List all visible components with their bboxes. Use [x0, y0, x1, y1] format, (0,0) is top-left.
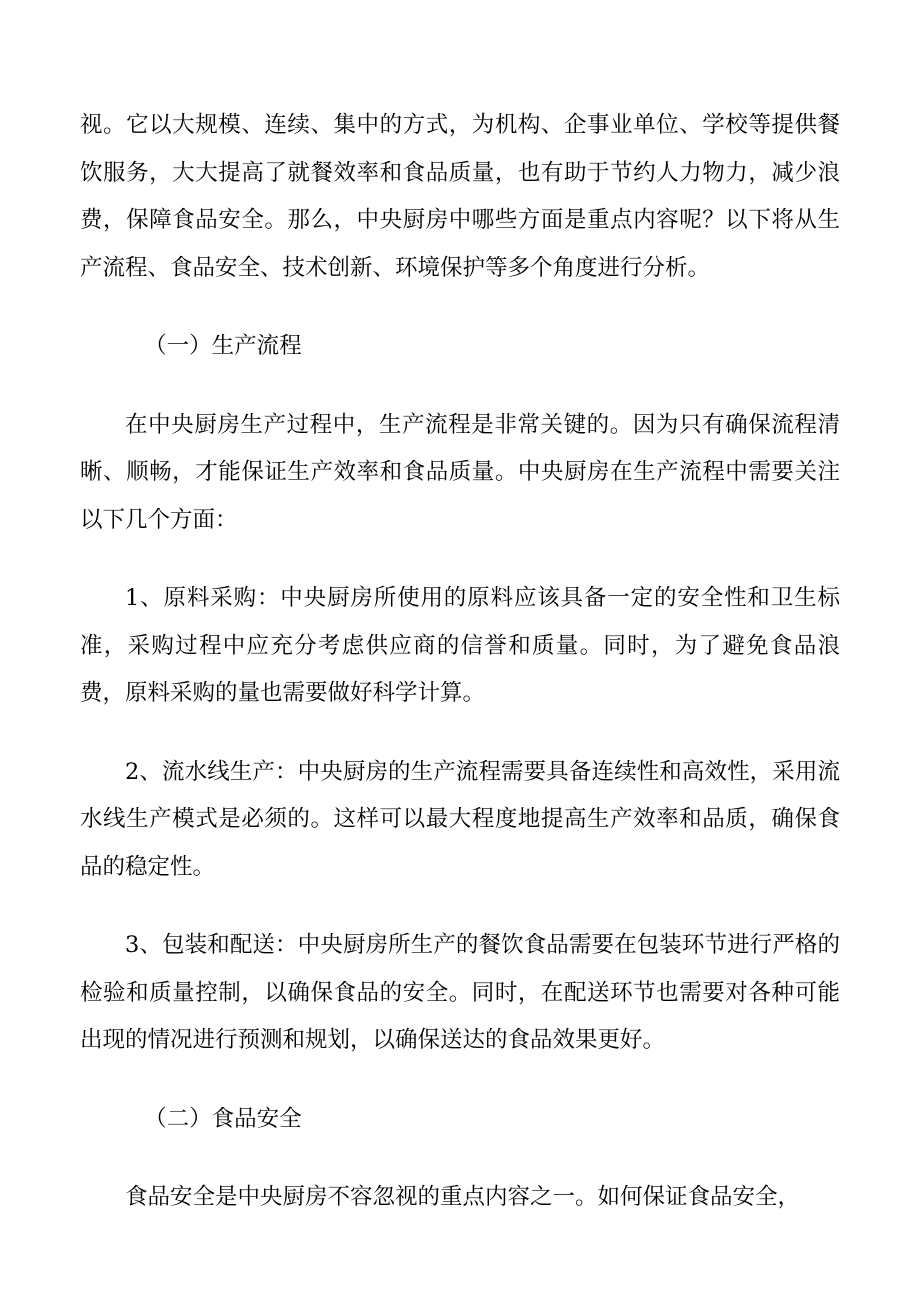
section-heading-production-process: （一）生产流程 — [144, 333, 302, 359]
paragraph-food-safety: 食品安全是中央厨房不容忽视的重点内容之一。如何保证食品安全， — [125, 1184, 801, 1210]
list-item-raw-material-purchasing: 1、原料采购：中央厨房所使用的原料应该具备一定的安全性和卫生标准，采购过程中应充分考虑供应商的信誉和质量。同时，为了避免食品浪费，原料采购的量也需要做好科学计算。 — [80, 585, 840, 706]
list-item-assembly-line-production: 2、流水线生产：中央厨房的生产流程需要具备连续性和高效性，采用流水线生产模式是必须的。这样可以最大程度地提高生产效率和品质，确保食品的稳定性。 — [80, 758, 840, 880]
section-heading-food-safety: （二）食品安全 — [144, 1105, 302, 1132]
paragraph-production-process: 在中央厨房生产过程中，生产流程是非常关键的。因为只有确保流程清晰、顺畅，才能保证生产效率和食品质量。中央厨房在生产流程中需要关注以下几个方面： — [80, 411, 840, 533]
list-item-packaging-and-delivery: 3、包装和配送：中央厨房所生产的餐饮食品需要在包装环节进行严格的检验和质量控制，以确保食品的安全。同时，在配送环节也需要对各种可能出现的情况进行预测和规划，以确保送达的食品效果更好。 — [80, 932, 840, 1053]
document-page — [80, 102, 840, 1253]
paragraph-intro-continuation: 视。它以大规模、连续、集中的方式，为机构、企事业单位、学校等提供餐饮服务，大大提高了就餐效率和食品质量，也有助于节约人力物力，减少浪费，保障食品安全。那么，中央厨房中哪些方面是重点内容呢？以下将从生产流程、食品安全、技术创新、环境保护等多个角度进行分析。 — [80, 112, 840, 281]
